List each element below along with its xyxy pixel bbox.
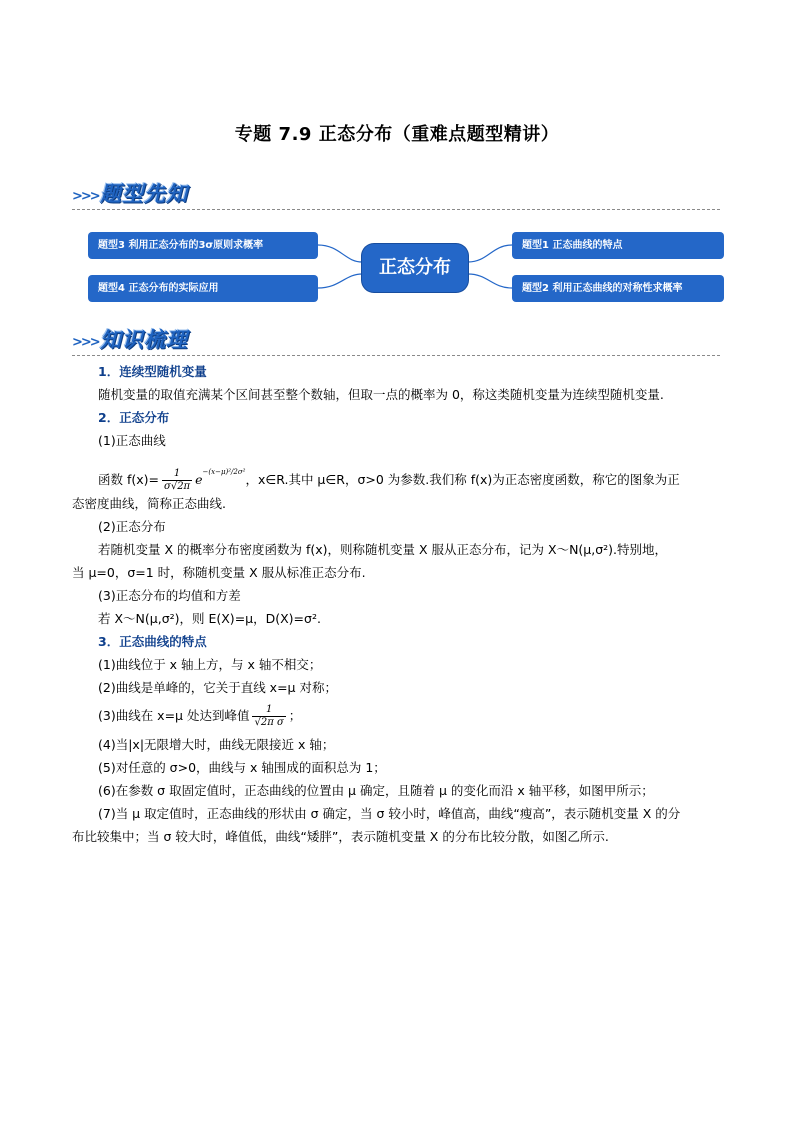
knowledge-content: [72, 360, 732, 848]
fraction-denominator: σ√2π: [164, 481, 191, 492]
exp-base: e: [195, 472, 203, 487]
feature-3-prefix: (3)曲线在 x=μ 处达到峰值: [98, 708, 250, 723]
exp-power: −(x−μ)²/2σ²: [202, 468, 246, 476]
heading-normal-distribution: 2．正态分布: [98, 410, 170, 425]
peak-fraction: [252, 704, 285, 729]
formula-prefix: 函数 f(x)=: [98, 472, 159, 487]
chevron-icon: >>>: [72, 189, 99, 204]
fraction-numerator: 1: [162, 468, 192, 481]
mindmap-center[interactable]: 正态分布: [362, 244, 468, 292]
feature-3: [72, 699, 732, 733]
fraction-denominator: √2π σ: [254, 717, 284, 728]
feature-2: (2)曲线是单峰的，它关于直线 x=μ 对称；: [98, 680, 337, 695]
subheading-normal-dist: (2)正态分布: [98, 519, 166, 534]
paragraph-mean-variance: 若 X～N(μ,σ²)，则 E(X)=μ，D(X)=σ².: [98, 611, 321, 626]
paragraph-normal-dist-a: 若随机变量 X 的概率分布密度函数为 f(x)，则称随机变量 X 服从正态分布，记为 X～N(μ,σ²).特别地，: [98, 542, 668, 557]
density-fraction: [162, 468, 192, 493]
subheading-mean-variance: (3)正态分布的均值和方差: [98, 588, 241, 603]
page-title: 专题 7.9 正态分布（重难点题型精讲）: [234, 124, 560, 145]
feature-6: (6)在参数 σ 取固定值时，正态曲线的位置由 μ 确定，且随着 μ 的变化而沿 x 轴平移，如图甲所示；: [98, 783, 654, 798]
heading-curve-features: 3．正态曲线的特点: [98, 634, 207, 649]
feature-7a: (7)当 μ 取定值时，正态曲线的形状由 σ 确定，当 σ 较小时，峰值高，曲线“瘦高”，表示随机变量 X 的分: [98, 806, 681, 821]
mindmap-node-type4[interactable]: 题型4 正态分布的实际应用: [88, 275, 318, 302]
chevron-icon: >>>: [72, 335, 99, 350]
formula-suffix: ，x∈R.其中 μ∈R，σ>0 为参数.我们称 f(x)为正态密度函数，称它的图象为正: [245, 472, 680, 487]
paragraph-normal-dist-b: 当 μ=0，σ=1 时，称随机变量 X 服从标准正态分布.: [72, 565, 366, 580]
banner-label: 题型先知: [100, 182, 188, 206]
heading-continuous-rv: 1．连续型随机变量: [98, 364, 207, 379]
feature-4: (4)当|x|无限增大时，曲线无限接近 x 轴；: [98, 737, 335, 752]
mindmap-node-type3[interactable]: 题型3 利用正态分布的3σ原则求概率: [88, 232, 318, 259]
paragraph-continuous-rv: 随机变量的取值充满某个区间甚至整个数轴，但取一点的概率为 0，称这类随机变量为连续型随机变量.: [98, 387, 664, 402]
density-function-continuation: 态密度曲线，简称正态曲线.: [72, 496, 226, 511]
subheading-normal-curve: (1)正态曲线: [98, 433, 166, 448]
density-function-line: [72, 452, 732, 492]
dashed-divider: [72, 355, 720, 356]
mindmap-node-type2[interactable]: 题型2 利用正态曲线的对称性求概率: [512, 275, 724, 302]
section-banner-knowledge: [72, 322, 720, 356]
mindmap-node-type1[interactable]: 题型1 正态曲线的特点: [512, 232, 724, 259]
feature-3-suffix: ；: [288, 708, 302, 723]
feature-1: (1)曲线位于 x 轴上方，与 x 轴不相交；: [98, 657, 322, 672]
feature-5: (5)对任意的 σ>0，曲线与 x 轴围成的面积总为 1；: [98, 760, 386, 775]
fraction-numerator: 1: [252, 704, 285, 717]
feature-7b: 布比较集中；当 σ 较大时，峰值低，曲线“矮胖”，表示随机变量 X 的分布比较分散，如图乙所示.: [72, 829, 609, 844]
banner-label: 知识梳理: [100, 328, 188, 352]
